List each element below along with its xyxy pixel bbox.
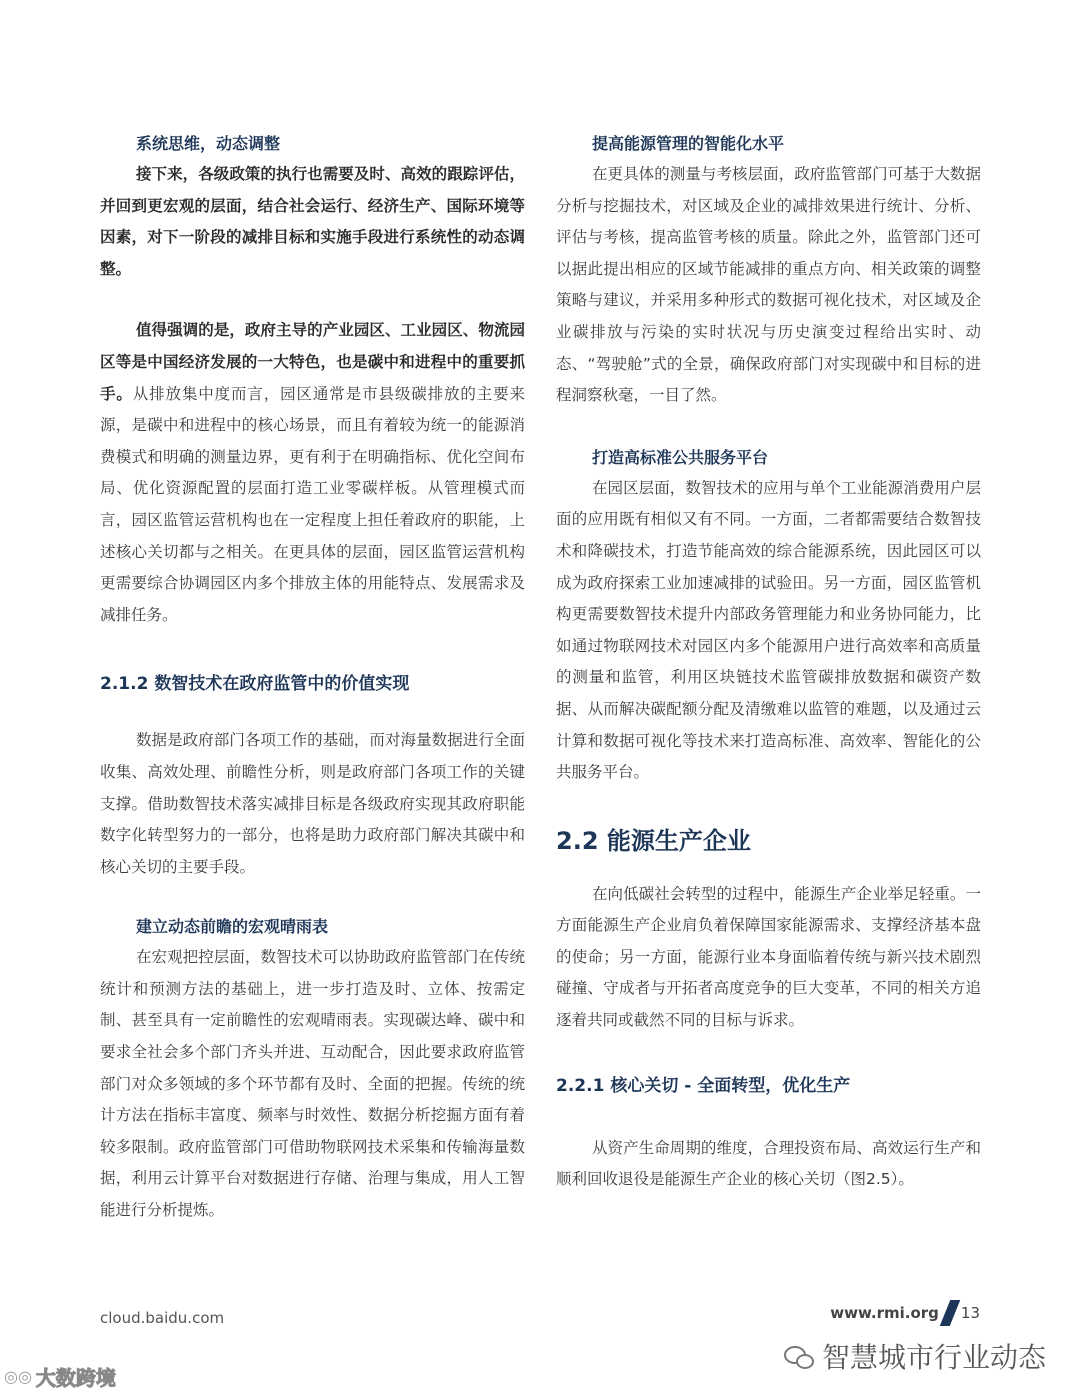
watermark-left-text: 大数跨境 [35,1366,116,1390]
page-number: 13 [960,1304,980,1322]
watermark-logo-icon: ◎◎ [4,1367,32,1386]
section-heading-2-1-2: 2.1.2 数智技术在政府监管中的价值实现 [100,674,410,695]
footer-right-url: www.rmi.org [830,1304,939,1322]
paragraph-energy-management: 在更具体的测量与考核层面，政府监管部门可基于大数据分析与挖掘技术，对区域及企业的减排效果进行统计、分析、评估与考核，提高监管考核的质量。除此之外，监管部门还可以据此提出相应的区域节能减排的重点方向、相关政策的调整策略与建议，并采用多种形式的数据可视化技术，对区域及企业碳排放与污染的实时状况与历史演变过程给出实时、动态、“驾驶舱”式的全景，确保政府部门对实现碳中和目标的进程洞察秋毫，一目了然。 [556,165,981,405]
watermark-left [4,1362,116,1391]
section-heading-2-2: 2.2 能源生产企业 [556,826,751,855]
subheading-system-thinking: 系统思维，动态调整 [136,134,281,153]
paragraph-industrial-parks-rest: 从排放集中度而言，园区通常是市县级碳排放的主要来源，是碳中和进程中的核心场景，而且有着较为统一的能源消费模式和明确的测量边界，更有利于在明确指标、优化空间布局、优化资源配置的层面打造工业零碳样板。从管理模式而言，园区监管运营机构也在一定程度上担任着政府的职能，上述核心关切都与之相关。在更具体的层面，园区监管运营机构更需要综合协调园区内多个排放主体的用能特点、发展需求及减排任务。 [100,384,525,624]
paragraph-macro-barometer: 在宏观把控层面，数智技术可以协助政府监管部门在传统统计和预测方法的基础上，进一步打造及时、立体、按需定制、甚至具有一定前瞻性的宏观晴雨表。实现碳达峰、碳中和要求全社会多个部门齐头并进、互动配合，因此要求政府监管部门对众多领域的多个环节都有及时、全面的把握。传统的统计方法在指标丰富度、频率与时效性、数据分析挖掘方面有着较多限制。政府监管部门可借助物联网技术采集和传输海量数据，利用云计算平台对数据进行存储、治理与集成，用人工智能进行分析提炼。 [100,948,525,1220]
section-heading-2-2-1: 2.2.1 核心关切 - 全面转型，优化生产 [556,1075,851,1096]
paragraph-public-service-platform: 在园区层面，数智技术的应用与单个工业能源消费用户层面的应用既有相似又有不同。一方面，二者都需要结合数智技术和降碳技术，打造节能高效的综合能源系统，因此园区可以成为政府探索工业加速减排的试验田。另一方面，园区监管机构更需要数智技术提升内部政务管理能力和业务协同能力，比如通过物联网技术对园区内多个能源用户进行高效率和高质量的测量和监管，利用区块链技术监管碳排放数据和碳资产数据、从而解决碳配额分配及清缴难以监管的难题，以及通过云计算和数据可视化等技术来打造高标准、高效率、智能化的公共服务平台。 [556,478,981,782]
right-column [556,128,981,1196]
paragraph-system-thinking: 接下来，各级政策的执行也需要及时、高效的跟踪评估，并回到更宏观的层面，结合社会运行、经济生产、国际环境等因素，对下一阶段的减排目标和实施手段进行系统性的动态调整。 [100,165,525,278]
left-column [100,128,525,1227]
paragraph-data-foundation: 数据是政府部门各项工作的基础，而对海量数据进行全面收集、高效处理、前瞻性分析，则是政府部门各项工作的关键支撑。借助数智技术落实减排目标是各级政府实现其政府职能数字化转型努力的一部分，也将是助力政府部门解决其碳中和核心关切的主要手段。 [100,731,525,876]
footer-right [830,1300,980,1326]
footer-left-url: cloud.baidu.com [100,1309,225,1327]
subheading-public-service-platform: 打造高标准公共服务平台 [592,447,769,467]
wechat-icon [784,1344,814,1368]
paragraph-industrial-parks-bold: 值得强调的是，政府主导的产业园区、工业园区、物流园区等是中国经济发展的一大特色，也是碳中和进程中的重要抓手。 [100,321,525,403]
subheading-macro-barometer: 建立动态前瞻的宏观晴雨表 [136,917,329,937]
paragraph-industrial-parks [100,315,525,631]
paragraph-core-concerns: 从资产生命周期的维度，合理投资布局、高效运行生产和顺利回收退役是能源生产企业的核心关切（图2.5）。 [556,1138,981,1189]
watermark-right-text: 智慧城市行业动态 [821,1341,1046,1374]
subheading-energy-management: 提高能源管理的智能化水平 [592,134,785,153]
slash-logo-icon [940,1300,961,1326]
paragraph-energy-producers: 在向低碳社会转型的过程中，能源生产企业举足轻重。一方面能源生产企业肩负着保障国家能源需求、支撑经济基本盘的使命；另一方面，能源行业本身面临着传统与新兴技术剧烈碰撞、守成者与开拓者高度竞争的巨大变革，不同的相关方追逐着共同或截然不同的目标与诉求。 [556,884,981,1030]
watermark-right [784,1336,1046,1376]
